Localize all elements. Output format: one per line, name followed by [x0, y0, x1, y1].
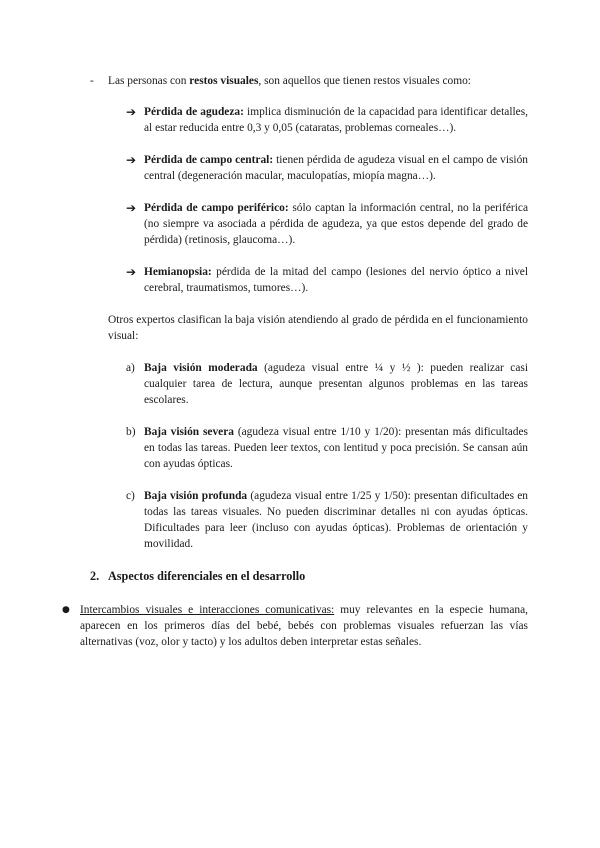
lettered-item-term: Baja visión severa — [144, 426, 234, 438]
intro-pre: Las personas con — [108, 75, 190, 87]
lettered-item-text: (agudeza visual entre 1/25 y 1/50): presentan dificultades en todas las tareas visuales. No pueden discriminar detalles ni con ayudas ópticas. Dificultades para leer (incluso con ayudas ópticas). Problemas de orientación y movilidad. — [144, 490, 528, 550]
arrow-right-icon: ➔ — [126, 265, 137, 279]
lettered-item-text: (agudeza visual entre ¼ y ½ ): pueden realizar casi cualquier tarea de lectura, aunque presentan algunos problemas en las tareas escolares. — [144, 362, 528, 406]
arrow-right-icon: ➔ — [126, 105, 137, 119]
arrow-item-text: implica disminución de la capacidad para identificar detalles, al estar reducida entre 0,3 y 0,05 (cataratas, problemas corneales…). — [144, 106, 528, 134]
arrow-item — [144, 264, 528, 296]
arrow-item-term: Pérdida de campo periférico: — [144, 202, 289, 214]
intro-post: , son aquellos que tienen restos visuales como: — [258, 75, 471, 87]
bullet-item-text: muy relevantes en la especie humana, aparecen en los primeros días del bebé, bebés con problemas visuales refuerzan las vías alternativas (voz, olor y tacto) y los adultos deben interpretar estas señales. — [80, 604, 528, 648]
arrow-item — [144, 200, 528, 248]
lettered-item — [144, 424, 528, 472]
list-letter: b) — [126, 426, 136, 438]
arrow-item — [144, 104, 528, 136]
arrow-item-term: Pérdida de agudeza: — [144, 106, 244, 118]
arrow-right-icon: ➔ — [126, 153, 137, 167]
bullet-item — [80, 602, 528, 650]
lettered-item — [144, 488, 528, 552]
bullet-item-term: Intercambios visuales e interacciones comunicativas: — [80, 604, 335, 616]
lettered-item-term: Baja visión profunda — [144, 490, 248, 502]
list-letter: a) — [126, 362, 135, 374]
arrow-item-term: Pérdida de campo central: — [144, 154, 274, 166]
arrow-item-text: sólo captan la información central, no la periférica (no siempre va asociada a pérdida de agudeza, ya que estos depende del grado de pérdida) (retinosis, glaucoma…). — [144, 202, 528, 246]
bullet-icon: ● — [62, 605, 70, 615]
list-letter: c) — [126, 490, 135, 502]
section-number: 2. — [90, 569, 100, 583]
lettered-item-term: Baja visión moderada — [144, 362, 258, 374]
arrow-item-text: tienen pérdida de agudeza visual en el campo de visión central (degeneración macular, maculopatías, miopía magna…). — [144, 154, 528, 182]
experts-paragraph: Otros expertos clasifican la baja visión atendiendo al grado de pérdida en el funcionamiento visual: — [108, 314, 528, 342]
dash-marker: - — [90, 75, 94, 87]
lettered-item-text: (agudeza visual entre 1/10 y 1/20): presentan más dificultades en todas las tareas. Pueden leer textos, con lentitud y poca precisión. Se cansan aún con ayudas ópticas. — [144, 426, 528, 470]
intro-bold: restos visuales — [189, 75, 259, 87]
arrow-right-icon: ➔ — [126, 201, 137, 215]
intro-line — [108, 73, 528, 89]
arrow-item-text: pérdida de la mitad del campo (lesiones del nervio óptico a nivel cerebral, traumatismos, tumores…). — [144, 266, 528, 294]
lettered-item — [144, 360, 528, 408]
section-heading: Aspectos diferenciales en el desarrollo — [108, 569, 306, 583]
arrow-item — [144, 152, 528, 184]
arrow-item-term: Hemianopsia: — [144, 266, 212, 278]
